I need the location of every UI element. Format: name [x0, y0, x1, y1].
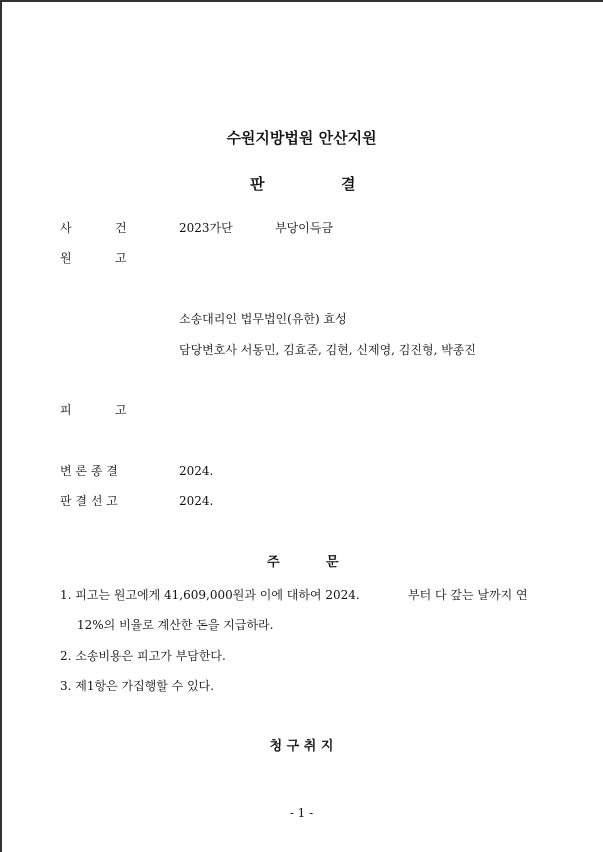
closing-date: 2024. — [179, 464, 214, 478]
order-heading-1: 주 — [267, 555, 280, 570]
case-label-2: 건 — [115, 221, 127, 235]
counsel: 소송대리인 법무법인(유한) 효성 — [179, 312, 347, 326]
case-label-1: 사 — [60, 221, 72, 235]
order-item-1-cont: 12%의 비율로 계산한 돈을 지급하라. — [77, 618, 274, 632]
page-number: - 1 - — [289, 806, 314, 820]
doc-title-1: 판 — [250, 175, 265, 193]
plaintiff-label-2: 고 — [115, 251, 127, 265]
ruling-label: 판 결 선 고 — [60, 494, 118, 508]
page-border-top — [0, 0, 603, 2]
plaintiff-label-1: 원 — [60, 251, 72, 265]
case-number: 2023가단 — [179, 221, 233, 235]
order-item-2: 2. 소송비용은 피고가 부담한다. — [60, 649, 226, 663]
order-item-3: 3. 제1항은 가집행할 수 있다. — [60, 679, 215, 693]
order-heading-2: 문 — [326, 555, 339, 570]
claim-heading: 청 구 취 지 — [269, 739, 334, 754]
ruling-date: 2024. — [179, 494, 214, 508]
doc-title-2: 결 — [341, 175, 356, 193]
case-name: 부당이득금 — [275, 221, 333, 235]
order-item-1-a: 1. 피고는 원고에게 41,609,000원과 이에 대하여 2024. — [60, 588, 360, 602]
order-item-1-b: 부터 다 갚는 날까지 연 — [408, 588, 528, 602]
defendant-label-1: 피 — [60, 403, 72, 417]
defendant-label-2: 고 — [115, 403, 127, 417]
court-name: 수원지방법원 안산지원 — [226, 129, 377, 147]
page-border-left — [0, 0, 2, 852]
attorneys: 담당변호사 서동민, 김효준, 김현, 신제영, 김진형, 박종진 — [179, 343, 476, 357]
closing-label: 변 론 종 결 — [60, 464, 118, 478]
